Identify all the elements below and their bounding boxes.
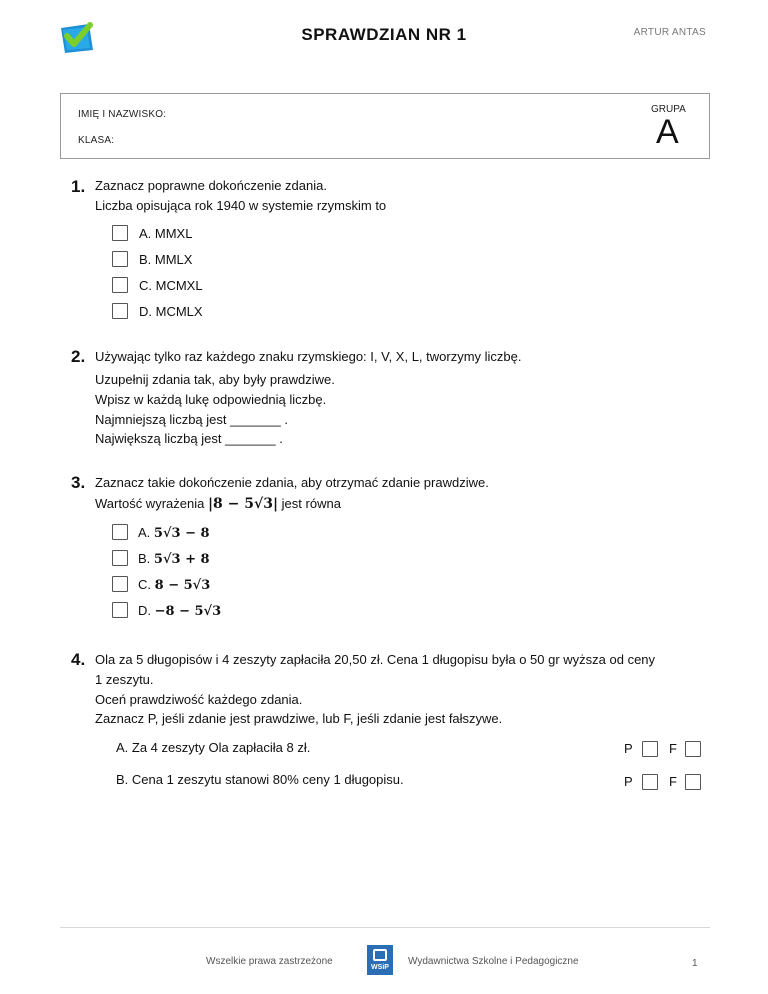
question-2-text: Wpisz w każdą lukę odpowiednią liczbę. [95,392,327,407]
question-2-number: 2. [71,347,86,366]
question-3-suffix: jest równa [281,496,341,511]
false-label: F [669,741,677,756]
q1-option-c-checkbox[interactable] [112,277,128,293]
question-2-text: Uzupełnij zdania tak, aby były prawdziwe. [95,372,335,387]
largest-number-blank[interactable]: Największą liczbą jest _______ . [95,431,283,446]
q3-option-d-label [138,603,221,619]
option-letter: B. [138,551,151,566]
page-title: SPRAWDZIAN NR 1 [301,25,467,44]
student-info-box [60,93,710,159]
absolute-value-expression: |8 − 5√3| [207,496,279,512]
q3-option-a-checkbox[interactable] [112,524,128,540]
class-field-label: KLASA: [78,135,115,146]
q3-option-c-label [138,577,210,593]
q3-option-b-label [138,551,210,567]
option-letter: D. [138,603,151,618]
statement-a-false-checkbox[interactable] [685,741,701,757]
question-2-text: Używając tylko raz każdego znaku rzymskiego: I, V, X, L, tworzymy liczbę. [95,349,522,364]
statement-b-true-checkbox[interactable] [642,774,658,790]
question-1-number: 1. [71,177,86,196]
statement-b-false-checkbox[interactable] [685,774,701,790]
question-4-text: Ola za 5 długopisów i 4 zeszyty zapłaciła 20,50 zł. Cena 1 długopisu była o 50 gr wyższa od ceny [95,652,656,667]
q3-option-d-checkbox[interactable] [112,602,128,618]
statement-b: B. Cena 1 zeszytu stanowi 80% ceny 1 długopisu. [116,772,404,787]
option-letter: A. [138,525,151,540]
name-field-label: IMIĘ I NAZWISKO: [78,109,167,120]
option-expression: −8 − 5√3 [154,604,222,619]
author-name: ARTUR ANTAS [633,27,706,38]
option-expression: 5√3 + 8 [153,552,210,567]
question-1-text: Zaznacz poprawne dokończenie zdania. [95,178,327,193]
q1-option-a-label: A. MMXL [139,226,193,241]
statement-a-true-checkbox[interactable] [642,741,658,757]
question-4-text: 1 zeszytu. [95,672,154,687]
q1-option-d-label: D. MCMLX [139,304,203,319]
group-letter: A [656,113,679,151]
q1-option-d-checkbox[interactable] [112,303,128,319]
q1-option-a-checkbox[interactable] [112,225,128,241]
group-label: GRUPA [651,104,686,115]
question-3-number: 3. [71,473,86,492]
page-number: 1 [692,958,698,969]
footer-divider [60,927,710,928]
publisher-logo-icon [367,945,393,975]
publisher-logo-text: WSiP [371,964,389,971]
publisher-name: Wydawnictwa Szkolne i Pedagogiczne [408,956,579,967]
question-1-text: Liczba opisująca rok 1940 w systemie rzymskim to [95,198,387,213]
q1-option-b-label: B. MMLX [139,252,193,267]
q1-option-b-checkbox[interactable] [112,251,128,267]
q3-option-c-checkbox[interactable] [112,576,128,592]
question-3-text: Zaznacz takie dokończenie zdania, aby otrzymać zdanie prawdziwe. [95,475,489,490]
option-letter: C. [138,577,151,592]
question-3-text [95,496,341,512]
option-expression: 5√3 − 8 [153,526,210,541]
false-label: F [669,774,677,789]
true-label: P [624,774,633,789]
statement-a: A. Za 4 zeszyty Ola zapłaciła 8 zł. [116,740,311,755]
question-4-number: 4. [71,650,86,669]
copyright-text: Wszelkie prawa zastrzeżone [206,956,333,967]
q3-option-a-label [138,525,210,541]
q3-option-b-checkbox[interactable] [112,550,128,566]
question-4-text: Zaznacz P, jeśli zdanie jest prawdziwe, lub F, jeśli zdanie jest fałszywe. [95,711,503,726]
question-3-prefix: Wartość wyrażenia [95,496,205,511]
q1-option-c-label: C. MCMXL [139,278,203,293]
question-4-text: Oceń prawdziwość każdego zdania. [95,692,303,707]
option-expression: 8 − 5√3 [154,578,211,593]
smallest-number-blank[interactable]: Najmniejszą liczbą jest _______ . [95,412,288,427]
true-label: P [624,741,633,756]
